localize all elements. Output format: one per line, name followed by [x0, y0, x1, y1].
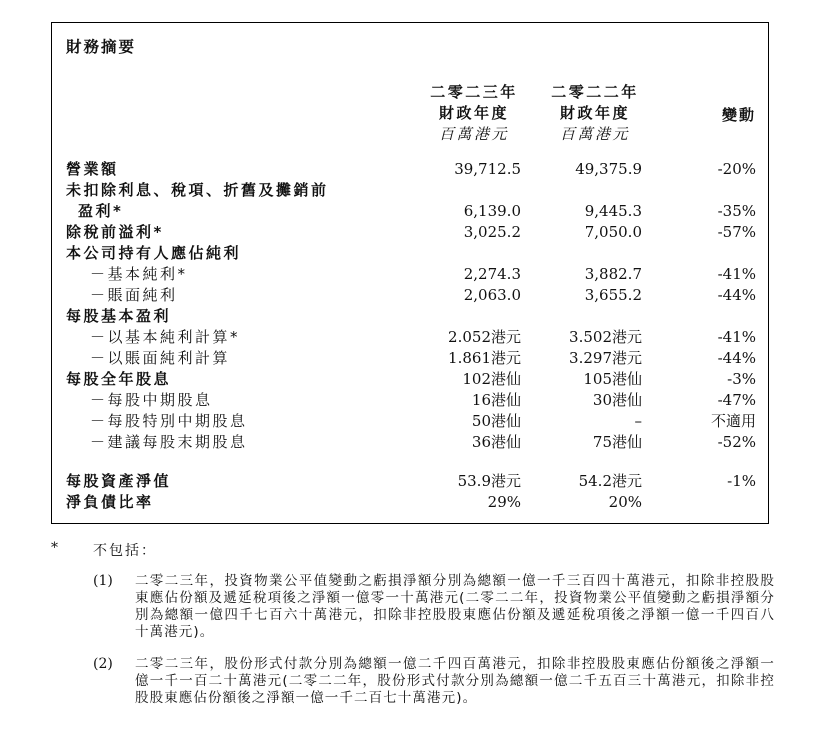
table-row — [52, 306, 768, 327]
table-row — [52, 243, 768, 264]
value-2022: 20% — [608, 493, 642, 511]
change-value: 不適用 — [710, 412, 756, 430]
change-header: 變動 — [721, 106, 756, 124]
value-2023: 3,025.2 — [463, 223, 521, 241]
value-2022: 54.2港元 — [578, 472, 642, 490]
table-row — [52, 471, 768, 492]
row-label: 每股全年股息 — [66, 370, 172, 388]
change-value: -52% — [717, 433, 756, 451]
table-row — [52, 327, 768, 348]
change-value: -44% — [717, 349, 756, 367]
value-2023: 50港仙 — [471, 412, 521, 430]
value-2023: 2,274.3 — [463, 265, 521, 283]
col2-header-unit: 百萬港元 — [559, 125, 630, 143]
col1-header-unit: 百萬港元 — [438, 125, 509, 143]
row-label: －建議每股末期股息 — [90, 433, 248, 451]
value-2023: 29% — [487, 493, 521, 511]
row-label: 每股資產淨值 — [66, 472, 172, 490]
value-2023: 36港仙 — [471, 433, 521, 451]
row-label: 每股基本盈利 — [66, 307, 172, 325]
footnote-intro: 不包括： — [93, 543, 157, 559]
table-row — [52, 285, 768, 306]
value-2022: – — [634, 412, 642, 430]
value-2022: 3.297港元 — [569, 349, 642, 367]
value-2023: 53.9港元 — [457, 472, 521, 490]
col2-header-year: 二零二二年 — [551, 83, 639, 101]
row-label: －基本純利* — [90, 265, 188, 283]
table-row — [52, 222, 768, 243]
change-value: -47% — [717, 391, 756, 409]
value-2023: 16港仙 — [471, 391, 521, 409]
change-value: -41% — [717, 328, 756, 346]
table-row — [52, 432, 768, 453]
row-label: －賬面純利 — [90, 286, 178, 304]
col1-header-year: 二零二三年 — [430, 83, 518, 101]
value-2022: 30港仙 — [592, 391, 642, 409]
row-label: 營業額 — [66, 160, 119, 178]
change-value: -3% — [727, 370, 756, 388]
row-label: －以基本純利計算* — [90, 328, 241, 346]
change-value: -57% — [717, 223, 756, 241]
value-2023: 1.861港元 — [448, 349, 521, 367]
row-label: －每股特別中期股息 — [90, 412, 248, 430]
table-row — [52, 348, 768, 369]
value-2022: 49,375.9 — [575, 160, 642, 178]
change-value: -35% — [717, 202, 756, 220]
value-2022: 3,882.7 — [584, 265, 642, 283]
change-value: -1% — [727, 472, 756, 490]
value-2022: 3,655.2 — [584, 286, 642, 304]
value-2022: 75港仙 — [592, 433, 642, 451]
table-row — [52, 180, 768, 201]
value-2023: 6,139.0 — [463, 202, 521, 220]
table-row — [52, 411, 768, 432]
row-label: 未扣除利息、稅項、折舊及攤銷前 — [66, 181, 329, 199]
col1-header-fy: 財政年度 — [438, 104, 509, 122]
value-2023: 39,712.5 — [454, 160, 521, 178]
table-row — [52, 492, 768, 513]
value-2023: 102港仙 — [462, 370, 521, 388]
row-label: 除稅前溢利* — [66, 223, 164, 241]
row-label: 盈利* — [78, 202, 124, 220]
table-row — [52, 369, 768, 390]
table-row — [52, 264, 768, 285]
value-2023: 2,063.0 — [463, 286, 521, 304]
footnote-number: (2) — [93, 656, 113, 672]
row-label: 本公司持有人應佔純利 — [66, 244, 242, 262]
table-row — [52, 159, 768, 180]
row-label: －以賬面純利計算 — [90, 349, 231, 367]
table-row — [52, 390, 768, 411]
value-2022: 3.502港元 — [569, 328, 642, 346]
table-row — [52, 201, 768, 222]
value-2023: 2.052港元 — [448, 328, 521, 346]
footnote-text: 二零二三年，股份形式付款分別為總額一億二千四百萬港元，扣除非控股股東應佔份額後之淨額一億一千一百二十萬港元(二零二二年，股份形式付款分別為總額一億二千五百三十萬港元，扣除非控股股東應佔份額後之淨額一億一千二百七十萬港元)。 — [135, 656, 775, 706]
footnote-number: (1) — [93, 573, 113, 589]
row-label: －每股中期股息 — [90, 391, 213, 409]
table-title: 財務摘要 — [66, 38, 137, 56]
change-value: -41% — [717, 265, 756, 283]
value-2022: 7,050.0 — [584, 223, 642, 241]
footnote-asterisk: * — [51, 540, 58, 556]
value-2022: 105港仙 — [583, 370, 642, 388]
change-value: -44% — [717, 286, 756, 304]
row-label: 淨負債比率 — [66, 493, 154, 511]
financial-summary-table — [51, 22, 769, 524]
change-value: -20% — [717, 160, 756, 178]
footnote-text: 二零二三年，投資物業公平值變動之虧損淨額分別為總額一億一千三百四十萬港元，扣除非控股股東應佔份額及遞延稅項後之淨額一億零一十萬港元(二零二二年，投資物業公平值變動之虧損淨額分別為總額一億四千七百六十萬港元，扣除非控股股東應佔份額及遞延稅項後之淨額一億一千四百八十萬港元)。 — [135, 573, 775, 640]
value-2022: 9,445.3 — [584, 202, 642, 220]
col2-header-fy: 財政年度 — [559, 104, 630, 122]
